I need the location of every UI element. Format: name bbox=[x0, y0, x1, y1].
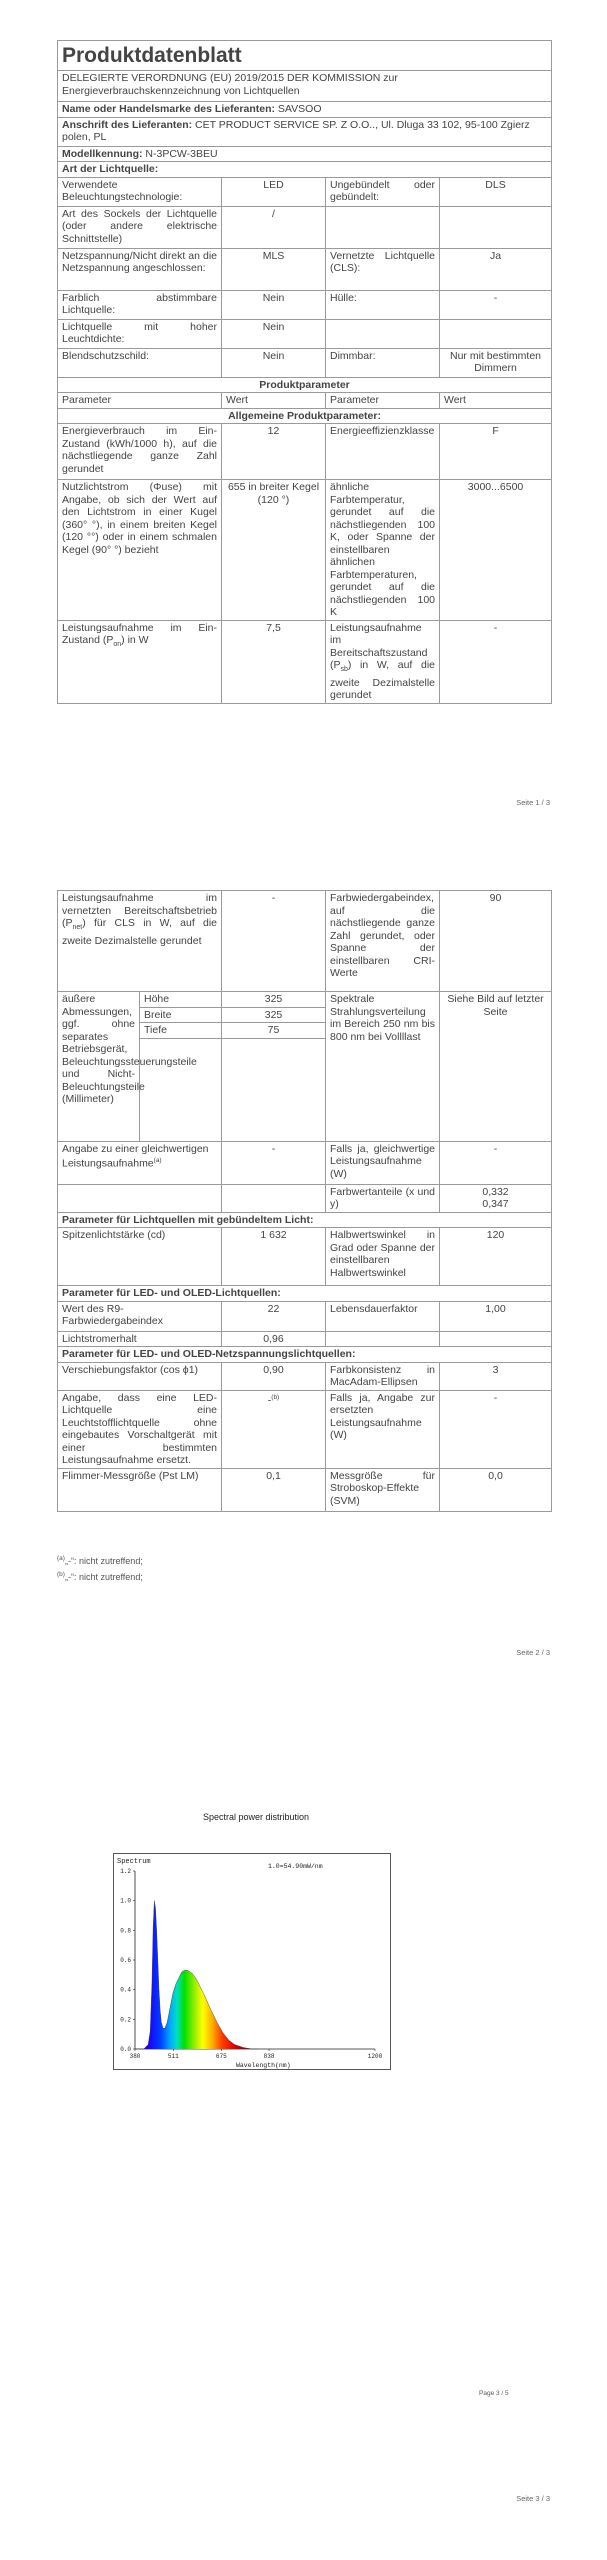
param-value: 0,96 bbox=[222, 1331, 326, 1347]
table-row bbox=[58, 1141, 552, 1184]
empty-cell bbox=[326, 1331, 440, 1347]
param-value: Siehe Bild auf letzter Seite bbox=[440, 992, 552, 1142]
x-tick-label: 838 bbox=[263, 2053, 275, 2060]
empty-cell bbox=[440, 319, 552, 348]
param-label: Messgröße für Stroboskop-Effekte (SVM) bbox=[326, 1468, 440, 1511]
label-subscript: net bbox=[72, 924, 83, 932]
param-value: - bbox=[222, 891, 326, 992]
x-tick-label: 675 bbox=[215, 2053, 227, 2060]
regulation-intro: DELEGIERTE VERORDNUNG (EU) 2019/2015 DER KOMMISSION zur Energieverbrauchskennzeichnung von Lichtquellen bbox=[58, 71, 552, 102]
param-label: Farbkonsistenz in MacAdam-Ellipsen bbox=[326, 1362, 440, 1390]
general-params-heading: Allgemeine Produktparameter: bbox=[58, 408, 552, 424]
param-value: - bbox=[440, 1390, 552, 1468]
empty-cell bbox=[222, 1184, 326, 1212]
table-row bbox=[58, 319, 552, 348]
y-tick-label: 0.0 bbox=[120, 2046, 131, 2053]
empty-cell bbox=[140, 1038, 222, 1141]
footnote-a bbox=[57, 1552, 143, 1568]
y-tick-label: 1.2 bbox=[120, 1868, 131, 1875]
param-value: - bbox=[440, 620, 552, 703]
footnote-mark: (b) bbox=[57, 1571, 65, 1578]
param-value: MLS bbox=[222, 248, 326, 290]
supplier-address-row bbox=[58, 117, 552, 146]
table-row bbox=[58, 1228, 552, 1286]
param-value: 1 632 bbox=[222, 1228, 326, 1286]
model-id: N-3PCW-3BEU bbox=[145, 147, 218, 160]
y-tick-label: 0.2 bbox=[120, 2016, 131, 2024]
param-value: - bbox=[222, 1141, 326, 1184]
table-row bbox=[58, 1468, 552, 1511]
param-label: Energieverbrauch im Ein-Zustand (kWh/1000 h), auf die nächstliegende ganze Zahl gerundet bbox=[58, 424, 222, 480]
param-label: Falls ja, Angabe zur ersetzten Leistungsaufnahme (W) bbox=[326, 1390, 440, 1468]
param-value: Nur mit bestimmten Dimmern bbox=[440, 348, 552, 377]
param-label bbox=[326, 620, 440, 703]
table-row bbox=[58, 290, 552, 319]
column-header-row bbox=[58, 393, 552, 409]
empty-cell bbox=[440, 206, 552, 248]
model-label: Modellkennung: bbox=[62, 147, 143, 160]
value-text: - bbox=[267, 1394, 272, 1406]
mains-led-params-heading: Parameter für LED- und OLED-Netzspannungslichtquellen: bbox=[58, 1347, 552, 1363]
param-value: 7,5 bbox=[222, 620, 326, 703]
param-label: Nutzlichtstrom (Φuse) mit Angabe, ob sich der Wert auf den Lichtstrom in einer Kugel (360° °), in einem breiten Kegel (120 °°) oder in einem schmalen Kegel (90° °) bezieht bbox=[58, 480, 222, 621]
param-value: 0,0 bbox=[440, 1468, 552, 1511]
y-tick-label: 1.0 bbox=[120, 1897, 131, 1905]
param-value: LED bbox=[222, 177, 326, 206]
param-label: Verschiebungsfaktor (cos ϕ1) bbox=[58, 1362, 222, 1390]
label-text: Leistungsaufnahme im Bereitschaftszustand (P bbox=[330, 621, 428, 671]
param-value: DLS bbox=[440, 177, 552, 206]
table-row bbox=[58, 1301, 552, 1331]
param-label: Farblich abstimmbare Lichtquelle: bbox=[58, 290, 222, 319]
x-tick-label: 380 bbox=[129, 2053, 141, 2060]
param-label: Angabe, dass eine LED-Lichtquelle eine Leuchtstofflichtquelle ohne eingebautes Vorschaltgerät mit einer bestimmten Leistungsaufnahme ersetzt. bbox=[58, 1390, 222, 1468]
y-tick-label: 0.6 bbox=[120, 1957, 131, 1964]
param-label: Wert des R9-Farbwiedergabeindex bbox=[58, 1301, 222, 1331]
param-label: Lichtquelle mit hoher Leuchtdichte: bbox=[58, 319, 222, 348]
x-axis-label: Wavelength(nm) bbox=[236, 2062, 291, 2069]
footnote-mark: (a) bbox=[153, 1157, 162, 1164]
dimensions-row bbox=[58, 992, 552, 1008]
footnote-b bbox=[57, 1568, 143, 1584]
chart-title: Spectral power distribution bbox=[203, 1812, 310, 1822]
datasheet-table-page1 bbox=[57, 40, 552, 704]
param-label: Dimmbar: bbox=[326, 348, 440, 377]
param-value: 655 in breiter Kegel (120 °) bbox=[222, 480, 326, 621]
param-value: - bbox=[440, 290, 552, 319]
footnote-mark: (b) bbox=[271, 1393, 280, 1401]
param-value: / bbox=[222, 206, 326, 248]
param-label: Halbwertswinkel in Grad oder Spanne der einstellbaren Halbwertswinkel bbox=[326, 1228, 440, 1286]
param-value: 0,1 bbox=[222, 1468, 326, 1511]
supplier-address-label: Anschrift des Lieferanten: bbox=[62, 118, 193, 131]
table-row bbox=[58, 177, 552, 206]
y-tick-label: 0.8 bbox=[120, 1927, 131, 1935]
param-value: 90 bbox=[440, 891, 552, 992]
product-params-heading: Produktparameter bbox=[58, 377, 552, 393]
table-row bbox=[58, 1331, 552, 1347]
dimension-name: Breite bbox=[140, 1007, 222, 1023]
empty-cell bbox=[440, 1331, 552, 1347]
page-title: Produktdatenblatt bbox=[58, 41, 552, 71]
param-label: Verwendete Beleuchtungstechnologie: bbox=[58, 177, 222, 206]
x-tick-label: 511 bbox=[167, 2053, 179, 2060]
panel-label: Spectrum bbox=[117, 1858, 151, 1866]
dimension-value: 325 bbox=[222, 1007, 326, 1023]
y-tick-label: 0.4 bbox=[120, 1986, 131, 1994]
label-text: ) für CLS in W, auf die zweite Dezimalstelle gerundet bbox=[62, 917, 218, 947]
page-footer: Seite 3 / 3 bbox=[516, 2494, 550, 2503]
footnote-text: „-“: nicht zutreffend; bbox=[64, 1556, 143, 1566]
page-footer: Seite 1 / 3 bbox=[516, 798, 550, 807]
param-value: 22 bbox=[222, 1301, 326, 1331]
param-label: Hülle: bbox=[326, 290, 440, 319]
param-value: 1,00 bbox=[440, 1301, 552, 1331]
spectral-power-chart bbox=[113, 1853, 391, 2070]
param-value: 0,90 bbox=[222, 1362, 326, 1390]
chromaticity-y: 0,347 bbox=[482, 1198, 509, 1210]
param-value: - bbox=[440, 1141, 552, 1184]
label-subscript: on bbox=[113, 641, 122, 649]
supplier-address: CET PRODUCT SERVICE SP. Z O.O.., Ul. Dluga 33 102, 95-100 Zgierz polen, PL bbox=[62, 118, 530, 143]
supplier-name-row bbox=[58, 102, 552, 118]
param-value: 3 bbox=[440, 1362, 552, 1390]
param-label: Lebensdauerfaktor bbox=[326, 1301, 440, 1331]
param-value bbox=[222, 1390, 326, 1468]
label-text: Angabe zu einer gleichwertigen Leistungsaufnahme bbox=[62, 1142, 209, 1170]
label-text: ) in W bbox=[121, 634, 149, 646]
label-subscript: sb bbox=[340, 666, 348, 674]
param-label: Blendschutzschild: bbox=[58, 348, 222, 377]
param-label bbox=[58, 620, 222, 703]
param-value: Nein bbox=[222, 319, 326, 348]
led-params-heading: Parameter für LED- und OLED-Lichtquellen: bbox=[58, 1286, 552, 1302]
param-label: ähnliche Farbtemperatur, gerundet auf die nächstliegenden 100 K, oder Spanne der einstellbaren ähnlichen Farbtemperaturen, gerundet auf die nächstliegenden 100 K bbox=[326, 480, 440, 621]
label-text: Leistungsaufnahme im vernetzten Bereitschaftsbetrieb (P bbox=[62, 892, 218, 929]
light-source-type-heading: Art der Lichtquelle: bbox=[58, 162, 552, 178]
empty-cell bbox=[222, 1038, 326, 1141]
empty-cell bbox=[326, 206, 440, 248]
param-label: Art des Sockels der Lichtquelle (oder andere elektrische Schnittstelle) bbox=[58, 206, 222, 248]
dimension-value: 325 bbox=[222, 992, 326, 1008]
dimension-value: 75 bbox=[222, 1023, 326, 1039]
param-value: 12 bbox=[222, 424, 326, 480]
param-label: Energieeffizienzklasse bbox=[326, 424, 440, 480]
param-label: Lichtstromerhalt bbox=[58, 1331, 222, 1347]
param-label: Ungebündelt oder gebündelt: bbox=[326, 177, 440, 206]
param-value: Ja bbox=[440, 248, 552, 290]
supplier-name-label: Name oder Handelsmarke des Lieferanten: bbox=[62, 103, 275, 115]
model-row bbox=[58, 146, 552, 162]
param-label: Farbwertanteile (x und y) bbox=[326, 1184, 440, 1212]
label-text: ) in W, auf die zweite Dezimalstelle gerundet bbox=[330, 659, 435, 702]
x-tick-label: 1200 bbox=[367, 2053, 383, 2060]
param-value: Nein bbox=[222, 348, 326, 377]
param-label: Spektrale Strahlungsverteilung im Bereich 250 nm bis 800 nm bei Vollllast bbox=[326, 992, 440, 1142]
param-value: Nein bbox=[222, 290, 326, 319]
table-row bbox=[58, 424, 552, 480]
column-header: Wert bbox=[222, 393, 326, 409]
param-label: Falls ja, gleichwertige Leistungsaufnahme (W) bbox=[326, 1141, 440, 1184]
empty-cell bbox=[326, 319, 440, 348]
param-label: Netzspannung/Nicht direkt an die Netzspannung angeschlossen: bbox=[58, 248, 222, 290]
param-value bbox=[440, 1184, 552, 1212]
column-header: Parameter bbox=[326, 393, 440, 409]
table-row bbox=[58, 248, 552, 290]
footnotes bbox=[57, 1552, 143, 1584]
footnote-mark: (a) bbox=[57, 1555, 65, 1562]
column-header: Parameter bbox=[58, 393, 222, 409]
param-value: 120 bbox=[440, 1228, 552, 1286]
table-row bbox=[58, 206, 552, 248]
empty-cell bbox=[58, 1184, 222, 1212]
param-label: Vernetzte Lichtquelle (CLS): bbox=[326, 248, 440, 290]
table-row bbox=[58, 1390, 552, 1468]
scale-annotation: 1.0=54.90mW/nm bbox=[268, 1863, 323, 1870]
param-value: 3000...6500 bbox=[440, 480, 552, 621]
supplier-name: SAVSOO bbox=[277, 103, 322, 115]
table-row bbox=[58, 891, 552, 992]
table-row bbox=[58, 480, 552, 621]
param-label bbox=[58, 891, 222, 992]
footnote-text: „-“: nicht zutreffend; bbox=[64, 1572, 143, 1582]
param-label: Spitzenlichtstärke (cd) bbox=[58, 1228, 222, 1286]
chromaticity-x: 0,332 bbox=[482, 1185, 509, 1198]
dimension-name: Höhe bbox=[140, 992, 222, 1008]
page-footer: Seite 2 / 3 bbox=[516, 1648, 550, 1657]
param-label bbox=[58, 1141, 222, 1184]
table-row bbox=[58, 1362, 552, 1390]
table-row bbox=[58, 620, 552, 703]
param-label: Farbwiedergabeindex, auf die nächstliegende ganze Zahl gerundet, oder Spanne der einstellbaren CRI-Werte bbox=[326, 891, 440, 992]
param-value: F bbox=[440, 424, 552, 480]
column-header: Wert bbox=[440, 393, 552, 409]
table-row bbox=[58, 1184, 552, 1212]
page-label: Page 3 / 5 bbox=[479, 2390, 509, 2397]
directional-params-heading: Parameter für Lichtquellen mit gebündeltem Licht: bbox=[58, 1212, 552, 1228]
param-label: Flimmer-Messgröße (Pst LM) bbox=[58, 1468, 222, 1511]
dimensions-label: äußere Abmessungen, ggf. ohne separates Betriebsgerät, Beleuchtungssteuerungsteile und Nicht-Beleuchtungsteile (Millimeter) bbox=[58, 992, 140, 1142]
table-row bbox=[58, 348, 552, 377]
label-text: Leistungsaufnahme im Ein-Zustand (P bbox=[62, 621, 217, 646]
datasheet-table-page2 bbox=[57, 890, 552, 1512]
dimension-name: Tiefe bbox=[140, 1023, 222, 1039]
